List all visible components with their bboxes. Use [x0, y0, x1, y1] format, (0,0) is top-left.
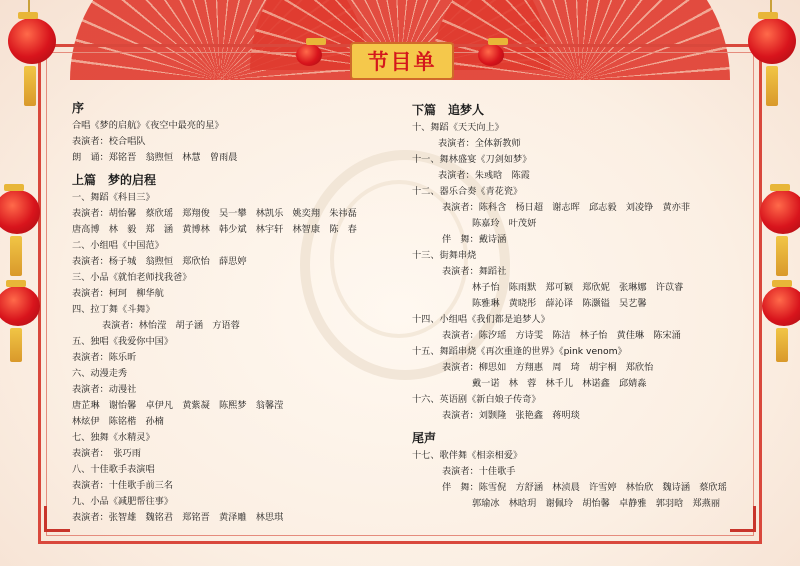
program-line: 唐高博 林 毅 郑 涵 黄博林 韩少斌 林宇轩 林智康 陈 春: [72, 224, 357, 235]
tassel-icon: [10, 328, 22, 362]
title-banner: [350, 42, 454, 80]
program-line: 伴 舞：戴诗涵: [442, 234, 507, 245]
program-line: 三、小品《就怕老师找我爸》: [72, 272, 192, 283]
tassel-icon: [24, 66, 36, 106]
program-line: 表演者：胡怡馨 蔡欣瑶 郑翔俊 吴一攀 林凯乐 姚奕翔 朱祎磊: [72, 208, 357, 219]
section-heading: 尾声: [412, 431, 437, 445]
section-heading: 序: [72, 101, 85, 115]
program-line: 四、拉丁舞《斗舞》: [72, 304, 155, 315]
program-line: 十、舞蹈《天天向上》: [412, 122, 504, 133]
program-line: 一、舞蹈《科目三》: [72, 192, 155, 203]
tassel-icon: [776, 236, 788, 276]
program-line: 表演者：柳思如 方翔惠 周 琦 胡宇桐 郑欣怡: [442, 362, 654, 373]
tassel-icon: [766, 66, 778, 106]
lantern-icon: [762, 286, 800, 326]
program-line: 表演者：全体新教师: [438, 138, 521, 149]
program-line: 表演者：陈乐昕: [72, 352, 137, 363]
program-line: 表演者：张智雄 魏铭君 郑铭晋 黄泽雕 林思琪: [72, 512, 284, 523]
lantern-icon: [748, 18, 796, 64]
program-line: 林子怡 陈雨默 郑可颖 郑欣妮 张琳娜 许苡睿: [472, 282, 684, 293]
program-line: 五、独唱《我爱你中国》: [72, 336, 174, 347]
program-line: 唐芷琳 谢怡馨 卓伊凡 黄紫凝 陈熙梦 翁馨滢: [72, 400, 284, 411]
program-line: 十三、街舞串烧: [412, 250, 477, 261]
program-line: 表演者：刘颢隆 张艳鑫 蒋明琰: [442, 410, 580, 421]
lantern-icon: [8, 18, 56, 64]
lantern-icon: [760, 190, 800, 234]
program-line: 十一、舞林盛宴《刀剑如梦》: [412, 154, 532, 165]
program-line: 朗 诵：郑铭晋 翁煦恒 林慧 曾雨晨: [72, 152, 238, 163]
program-line: 十五、舞蹈串烧《再次重逢的世界》《pink venom》: [412, 346, 627, 357]
tassel-icon: [10, 236, 22, 276]
program-line: 合唱《梦的启航》《夜空中最亮的星》: [72, 120, 224, 131]
program-line: 陈嘉玲 叶茂妍: [472, 218, 537, 229]
lantern-icon: [0, 286, 40, 326]
program-line: 表演者：十佳歌手前三名: [72, 480, 174, 491]
small-lantern-icon: [296, 44, 322, 66]
program-line: 郭瑜冰 林晗玥 谢佩玲 胡怡馨 卓静雅 郭羽晗 郑燕丽: [472, 498, 721, 509]
lantern-icon: [0, 190, 40, 234]
program-line: 表演者：朱彧晗 陈霞: [438, 170, 530, 181]
program-line: 表演者：十佳歌手: [442, 466, 516, 477]
program-line: 十七、歌伴舞《相亲相爱》: [412, 450, 523, 461]
program-line: 林炫伊 陈铭楷 孙楠: [72, 416, 164, 427]
tassel-icon: [776, 328, 788, 362]
program-line: 表演者：舞蹈社: [442, 266, 507, 277]
program-line: 十四、小组唱《我们都是追梦人》: [412, 314, 550, 325]
program-line: 九、小品《减肥帮往事》: [72, 496, 174, 507]
section-heading: 下篇 追梦人: [412, 103, 485, 117]
program-line: 七、独舞《水精灵》: [72, 432, 155, 443]
program-line: 表演者：陈汐瑶 方诗雯 陈洁 林子怡 黄佳琳 陈宋涌: [442, 330, 681, 341]
program-line: 表演者： 张巧雨: [72, 448, 141, 459]
program-line: 十二、器乐合奏《青花瓷》: [412, 186, 523, 197]
program-line: 戴一诺 林 蓉 林千儿 林诺鑫 邱婧淼: [472, 378, 647, 389]
program-line: 表演者：林怡滢 胡子涵 方语蓉: [102, 320, 240, 331]
corner-ornament-bl: [44, 506, 70, 532]
program-line: 表演者：动漫社: [72, 384, 137, 395]
program-line: 十六、英语剧《新白娘子传奇》: [412, 394, 541, 405]
program-line: 二、小组唱《中国范》: [72, 240, 164, 251]
small-lantern-icon: [478, 44, 504, 66]
page-title: 节目单: [367, 50, 437, 74]
program-line: 表演者：校合唱队: [72, 136, 146, 147]
program-line: 六、动漫走秀: [72, 368, 128, 379]
program-line: 伴 舞：陈雪倪 方舒涵 林浈晨 许雪婷 林怡欣 魏诗涵 蔡欣瑶: [442, 482, 727, 493]
left-column: [72, 98, 402, 526]
program-line: 陈雅琳 黄晓彤 薛沁译 陈灏镒 吴艺馨: [472, 298, 647, 309]
program-line: 八、十佳歌手表演唱: [72, 464, 155, 475]
program-line: 表演者：陈科含 杨日超 谢志晖 邱志毅 刘凌铮 黄亦菲: [442, 202, 691, 213]
program-line: 表演者：柯珂 柳华航: [72, 288, 164, 299]
section-heading: 上篇 梦的启程: [72, 173, 157, 187]
program-line: 表演者：杨子城 翁煦恒 郑欣怡 薛思婷: [72, 256, 247, 267]
right-column: [412, 100, 757, 512]
